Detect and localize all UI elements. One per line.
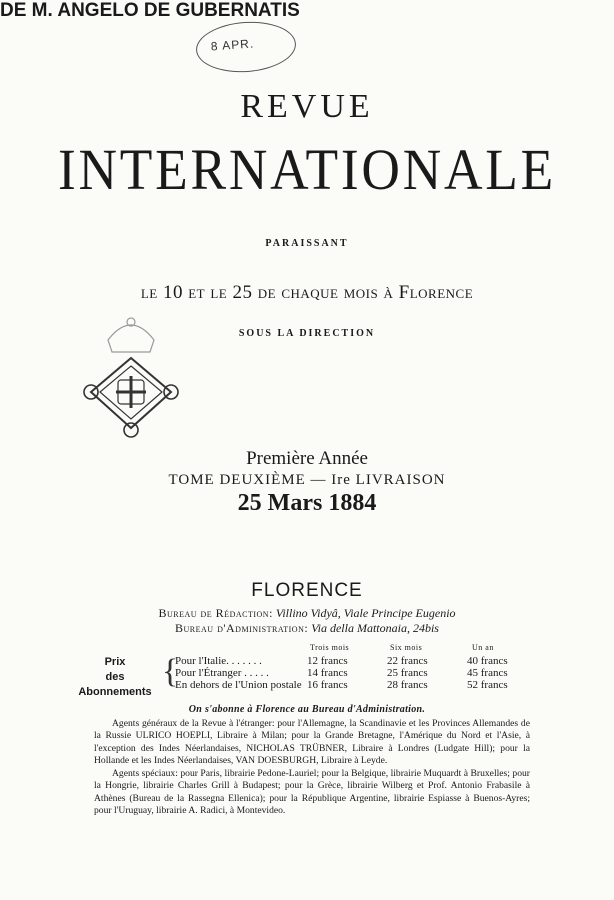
redaction-value: Villino Vidyâ, Viale Principe Eugenio — [275, 606, 456, 620]
price-cell: 28 francs — [387, 679, 428, 691]
price-cell: 25 francs — [387, 667, 428, 679]
brace-icon: { — [162, 653, 179, 690]
price-rows — [175, 655, 545, 691]
special-agents-paragraph: Agents spéciaux: pour Paris, librairie Pedone-Lauriel; pour la Belgique, librairie Muquardt à Bruxelles; pour la Hongrie, librairie Charles Grill à Budapest; pour la Grèce, librairie Wilberg et Prof. Antonio Frabasile à Athènes (Bureau de la Rassegna Ellenica); pour la République Argentine, librairie Espiasse à Buenos-Ayres; pour l'Uruguay, librairie A. Radici, à Montevideo. — [94, 768, 530, 817]
title-revue: REVUE — [240, 88, 374, 125]
row-label: Pour l'Italie. . . . . . . — [175, 655, 262, 667]
stamp-text: 8 APR. — [210, 36, 255, 54]
library-stamp — [194, 19, 297, 76]
price-cell: 14 francs — [307, 667, 348, 679]
table-row — [175, 655, 545, 667]
price-table — [70, 643, 550, 701]
subscription-note: On s'abonne à Florence au Bureau d'Administration. — [188, 704, 426, 715]
tome-line: TOME DEUXIÈME — Ire LIVRAISON — [168, 472, 446, 488]
issue-date: 25 Mars 1884 — [237, 490, 377, 516]
schedule-line: le 10 et le 25 de chaque mois à Florence — [140, 282, 474, 303]
admin-line — [0, 621, 614, 636]
admin-label: Bureau d'Administration: — [175, 621, 309, 635]
year-line: Première Année — [246, 448, 368, 469]
redaction-label: Bureau de Rédaction: — [158, 606, 273, 620]
director-line: DE M. ANGELO DE GUBERNATIS — [0, 0, 300, 21]
price-cell: 12 francs — [307, 655, 348, 667]
title-internationale: INTERNATIONALE — [57, 137, 557, 202]
price-cell: 45 francs — [467, 667, 508, 679]
paraissant-label: PARAISSANT — [265, 238, 349, 249]
crown-emblem-icon — [76, 300, 186, 460]
price-cell: 22 francs — [387, 655, 428, 667]
price-cell: 52 francs — [467, 679, 508, 691]
row-label: En dehors de l'Union postale — [175, 679, 302, 691]
table-row — [175, 667, 545, 679]
admin-value: Via della Mattonaia, 24bis — [311, 621, 439, 635]
column-header-one-year: Un an — [472, 643, 494, 652]
redaction-line — [0, 606, 614, 621]
price-cell: 40 francs — [467, 655, 508, 667]
price-label-line2: des Abonnements — [78, 671, 152, 698]
column-header-three-months: Trois mois — [310, 643, 350, 652]
city-heading: FLORENCE — [251, 580, 363, 601]
general-agents-paragraph: Agents généraux de la Revue à l'étranger: pour l'Allemagne, la Scandinavie et les Provinces Allemandes de la Russie ULRICO HOEPLI, Libraire à Milan; pour la Grande Bretagne, l'Amérique du Nord et l'Asie, à l'exception des Indes Néerlandaises, NICHOLAS TRÜBNER, Libraire à Londres (Ludgate Hill); pour la Hollande et les Indes Néerlandaises, VAN DOESBURGH, Libraire à Leyde. — [94, 718, 530, 767]
row-label: Pour l'Étranger . . . . . — [175, 667, 269, 679]
direction-label: SOUS LA DIRECTION — [238, 328, 376, 339]
column-header-six-months: Six mois — [390, 643, 423, 652]
table-row — [175, 679, 545, 691]
price-label — [70, 655, 160, 700]
price-label-line1: Prix — [104, 656, 126, 668]
price-cell: 16 francs — [307, 679, 348, 691]
bureau-lines — [0, 606, 614, 636]
